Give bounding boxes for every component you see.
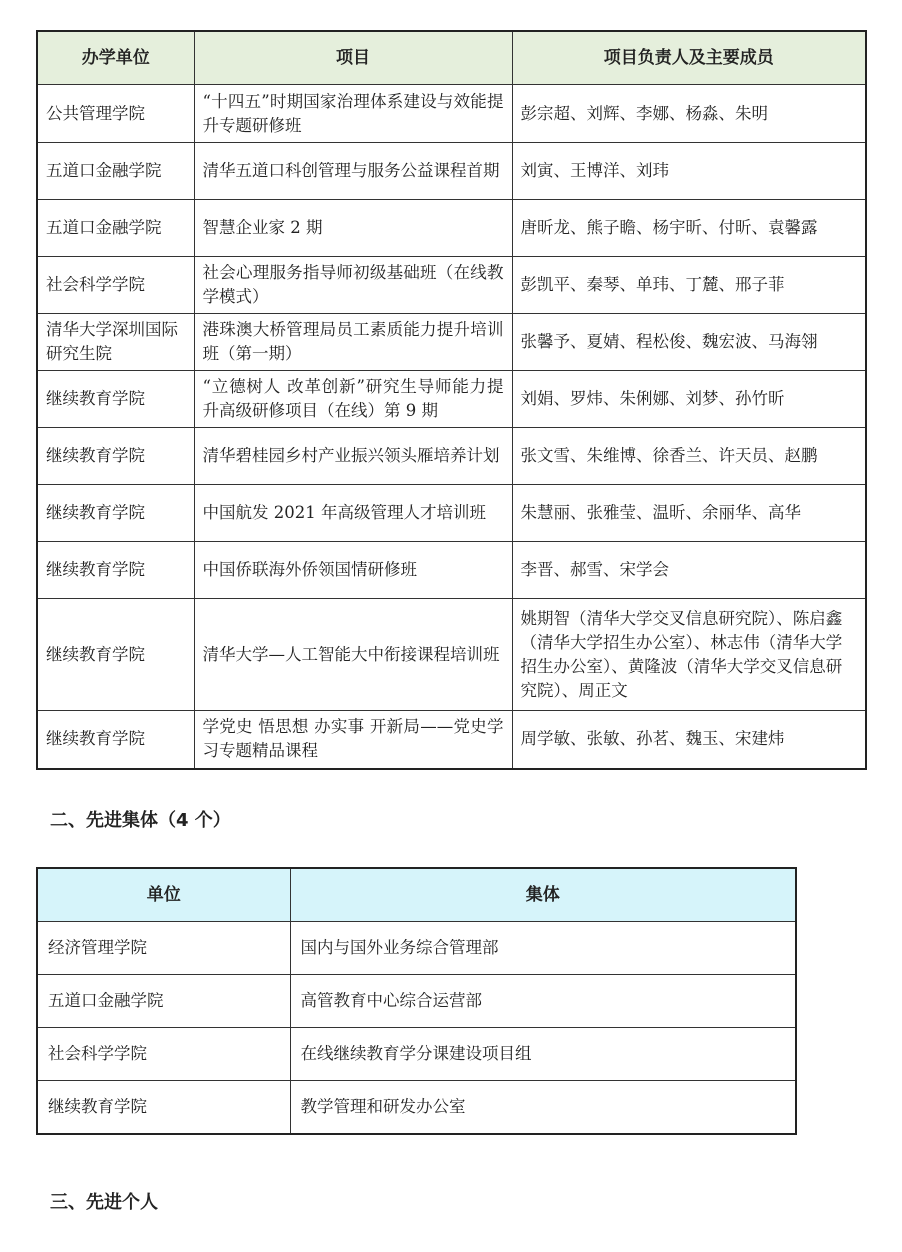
project-cell: 中国侨联海外侨领国情研修班 — [194, 542, 512, 599]
project-cell: 清华大学—人工智能大中衔接课程培训班 — [194, 599, 512, 711]
table-row — [37, 257, 866, 314]
members-cell: 彭宗超、刘辉、李娜、杨淼、朱明 — [512, 85, 866, 143]
unit-cell: 公共管理学院 — [37, 85, 194, 143]
group-cell: 国内与国外业务综合管理部 — [290, 922, 796, 975]
project-cell: 学党史 悟思想 办实事 开新局——党史学习专题精品课程 — [194, 711, 512, 769]
members-cell: 周学敏、张敏、孙茗、魏玉、宋建炜 — [512, 711, 866, 769]
table-row — [37, 85, 866, 143]
table-row — [37, 711, 866, 769]
unit-cell: 继续教育学院 — [37, 371, 194, 428]
members-cell: 唐昕龙、熊子瞻、杨宇昕、付昕、袁馨露 — [512, 200, 866, 257]
members-cell: 张馨予、夏婧、程松俊、魏宏波、马海翎 — [512, 314, 866, 371]
group-cell: 高管教育中心综合运营部 — [290, 975, 796, 1028]
table-row — [37, 975, 796, 1028]
unit-cell: 社会科学学院 — [37, 1028, 290, 1081]
unit-cell: 五道口金融学院 — [37, 143, 194, 200]
table-header-row — [37, 31, 866, 85]
unit-cell: 清华大学深圳国际研究生院 — [37, 314, 194, 371]
table-row — [37, 485, 866, 542]
project-cell: “十四五”时期国家治理体系建设与效能提升专题研修班 — [194, 85, 512, 143]
projects-table-body — [37, 85, 866, 769]
column-header: 单位 — [37, 868, 290, 922]
table-row — [37, 200, 866, 257]
column-header: 办学单位 — [37, 31, 194, 85]
unit-cell: 继续教育学院 — [37, 599, 194, 711]
project-cell: 清华碧桂园乡村产业振兴领头雁培养计划 — [194, 428, 512, 485]
unit-cell: 继续教育学院 — [37, 1081, 290, 1135]
section-title-advanced-individuals: 三、先进个人 — [50, 1192, 158, 1213]
project-cell: 港珠澳大桥管理局员工素质能力提升培训班（第一期） — [194, 314, 512, 371]
column-header: 集体 — [290, 868, 796, 922]
table-row — [37, 1028, 796, 1081]
unit-cell: 继续教育学院 — [37, 428, 194, 485]
table-row — [37, 922, 796, 975]
table-row — [37, 371, 866, 428]
group-cell: 在线继续教育学分课建设项目组 — [290, 1028, 796, 1081]
projects-table — [36, 30, 867, 770]
members-cell: 刘娟、罗炜、朱俐娜、刘梦、孙竹昕 — [512, 371, 866, 428]
column-header: 项目负责人及主要成员 — [512, 31, 866, 85]
column-header: 项目 — [194, 31, 512, 85]
project-cell: 中国航发 2021 年高级管理人才培训班 — [194, 485, 512, 542]
project-cell: 社会心理服务指导师初级基础班（在线教学模式） — [194, 257, 512, 314]
members-cell: 李晋、郝雪、宋学会 — [512, 542, 866, 599]
members-cell: 彭凯平、秦琴、单玮、丁麓、邢子菲 — [512, 257, 866, 314]
project-cell: “立德树人 改革创新”研究生导师能力提升高级研修项目（在线）第 9 期 — [194, 371, 512, 428]
project-cell: 智慧企业家 2 期 — [194, 200, 512, 257]
project-cell: 清华五道口科创管理与服务公益课程首期 — [194, 143, 512, 200]
unit-cell: 继续教育学院 — [37, 711, 194, 769]
table-row — [37, 542, 866, 599]
collectives-table — [36, 867, 797, 1135]
members-cell: 张文雪、朱维博、徐香兰、许天员、赵鹏 — [512, 428, 866, 485]
table-row — [37, 143, 866, 200]
unit-cell: 经济管理学院 — [37, 922, 290, 975]
table-row — [37, 1081, 796, 1135]
table-row — [37, 428, 866, 485]
unit-cell: 五道口金融学院 — [37, 200, 194, 257]
table-row — [37, 314, 866, 371]
group-cell: 教学管理和研发办公室 — [290, 1081, 796, 1135]
collectives-table-body — [37, 922, 796, 1135]
table-row — [37, 599, 866, 711]
unit-cell: 社会科学学院 — [37, 257, 194, 314]
unit-cell: 继续教育学院 — [37, 485, 194, 542]
table-header-row — [37, 868, 796, 922]
unit-cell: 继续教育学院 — [37, 542, 194, 599]
members-cell: 朱慧丽、张雅莹、温昕、余丽华、高华 — [512, 485, 866, 542]
members-cell: 姚期智（清华大学交叉信息研究院）、陈启鑫（清华大学招生办公室）、林志伟（清华大学招生办公室）、黄隆波（清华大学交叉信息研究院）、周正文 — [512, 599, 866, 711]
members-cell: 刘寅、王博洋、刘玮 — [512, 143, 866, 200]
unit-cell: 五道口金融学院 — [37, 975, 290, 1028]
section-title-advanced-collectives: 二、先进集体（4 个） — [50, 810, 231, 831]
